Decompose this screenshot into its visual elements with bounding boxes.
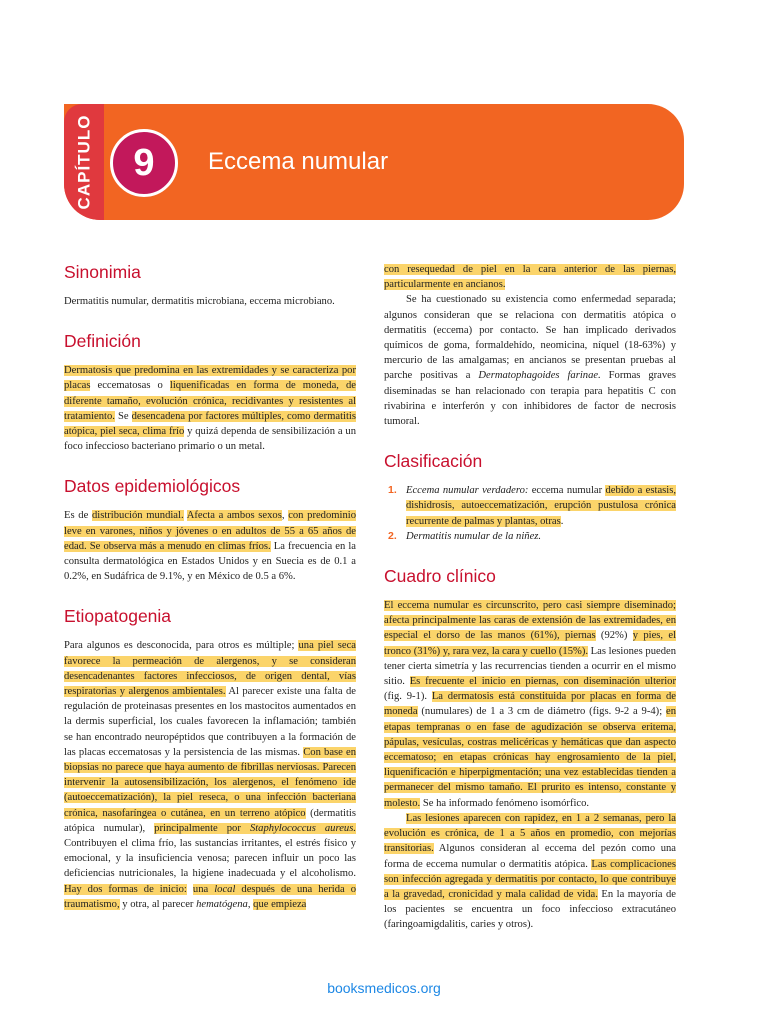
highlight: en etapas tempranas o en fase de agudización se observa eritema, pápulas, vesículas, costras melicéricas y hemáticas que dan aspecto eccematoso; en etapas crónicas hay engrosamiento de la piel, liquenificación e hiperpigmentación; una vez establecidas tienden a permanecer del mismo tamaño. El prurito es intenso, constante y molesto.: [384, 706, 676, 809]
definicion-text: Dermatosis que predomina en las extremidades y se caracteriza por placas eccematosas o liquenificadas en forma de moneda, de diferente tamaño, evolución crónica, recidivantes y resistentes al tratamiento. Se desencadena por factores múltiples, como dermatitis atópica, piel seca, clima frío y quizá dependa de sensibilización a un foco infeccioso bacteriano primario o un metal.: [64, 365, 357, 453]
footer-link[interactable]: booksmedicos.org: [327, 980, 441, 996]
etiopatogenia-text: Para algunos es desconocida, para otros es múltiple; una piel seca favorece la permeación de alergenos, y se consideran desencadenantes factores infecciosos, de origen dental, vías respiratorias y alergenos ambientales. Al parecer existe una falta de regulación de proteinasas presentes en los mastocitos aumentados en la dermis superficial, los cuales favorecen la inflamación; también se han encontrado neuropéptidos que contribuyen a la formación de las placas eccematosas y la persistencia de las mismas. Con base en biopsias no parece que haya aumento de fibrillas nerviosas. Parecen intervenir la autosensibilización, los alergenos, el fenómeno ide (autoeccematización), la piel reseca, o una infección bacteriana crónica, nasofaríngea o cutánea, en un terreno atópico (dermatitis atópica numular), principalmente por Staphylococcus aureus. Contribuyen el clima frío, las sustancias irritantes, el estrés físico y emocional, y la insuficiencia venosa; parecen influir un poco las deficiencias nutricionales, la higiene inadecuada y el alcoholismo. Hay dos formas de inicio: una local después de una herida o traumatismo, y otra, al parecer hematógena, que empieza: [64, 640, 357, 910]
clasificacion-list: [384, 483, 676, 544]
highlight: una piel seca favorece la permeación de alergenos, y se consideran desencadenantes factores infecciosos, de origen dental, vías respiratorias y alergenos ambientales.: [64, 640, 356, 698]
epidemiologia-text: Es de distribución mundial. Afecta a ambos sexos, con predominio leve en varones, niños y jóvenes o en adultos de 55 a 65 años de edad. Se observa más a menudo en climas fríos. La frecuencia en la consulta dermatológica en Estados Unidos y en Suecia es de 0.1 a 0.2%, en Sudáfrica de 9.1%, y en México de 0.5 a 6%.: [64, 510, 356, 583]
highlight: Staphylococcus aureus.: [249, 822, 356, 834]
highlight: Las lesiones aparecen con rapidez, en 1 a 2 semanas, pero la evolución es crónica, de 1 a 5 años en promedio, con mejorías transitorias.: [384, 812, 676, 855]
chapter-label: CAPÍTULO: [74, 114, 94, 210]
section-epidemiologia: [64, 476, 356, 584]
highlight: liquenificadas en forma de moneda, de diferente tamaño, evolución crónica, recidivantes y resistentes al tratamiento.: [64, 380, 357, 422]
highlight: Con base en biopsias no parece que haya aumento de fibrillas nerviosas. Parecen intervenir la autosensibilización, los alergenos, el fenómeno ide (autoeccematización), la piel reseca, o una infección bacteriana crónica, nasofaríngea o cutánea, en un terreno atópico: [64, 746, 356, 819]
cuadro-text-1: El eccema numular es circunscrito, pero casi siempre diseminado; afecta principalmente las caras de extensión de las extremidades, en especial el dorso de las manos (61%), piernas (92%) y pies, el tronco (31%) y, rara vez, la cara y cuello (15%). Las lesiones pueden tener cierta simetría y las recurrencias tienden a ocurrir en el mismo sitio. Es frecuente el inicio en piernas, con diseminación ulterior (fig. 9-1). La dermatosis está constituida por placas en forma de moneda (numulares) de 1 a 3 cm de diámetro (figs. 9-2 a 9-4); en etapas tempranas o en fase de agudización se observa eritema, pápulas, vesículas, costras melicéricas y hemáticas que dan aspecto eccematoso; en etapas crónicas hay engrosamiento de la piel, liquenificación e hiperpigmentación; una vez establecidas tienden a permanecer del mismo tamaño. El prurito es intenso, constante y molesto. Se ha informado fenómeno isomórfico.: [384, 600, 677, 809]
section-etiopatogenia: [64, 606, 356, 912]
cuadro-text-2: Las lesiones aparecen con rapidez, en 1 a 2 semanas, pero la evolución es crónica, de 1 a 5 años en promedio, con mejorías transitorias. Algunos consideran al eccema del pezón como una forma de eccema numular o dermatitis atópica. Las complicaciones son infección agregada y dermatitis por contacto, lo que contribuye a la gravedad, cronicidad y mala calidad de vida. En la mayoría de los pacientes se encuentra un foco infeccioso extracutáneo (faringoamigdalitis, caries y otros).: [384, 812, 676, 931]
section-cuadro: [384, 566, 676, 932]
highlight: debido a estasis, dishidrosis, autoeccematización, erupción pustulosa crónica recurrente de palmas y plantas, otras: [406, 485, 676, 527]
highlight: local: [214, 883, 236, 895]
heading-sinonimia: Sinonimia: [64, 262, 141, 282]
highlight: La dermatosis está constituida por placas en forma de moneda: [384, 691, 676, 718]
highlight: una: [192, 883, 215, 895]
highlight: principalmente por: [154, 822, 250, 834]
section-continuacion: [384, 262, 676, 429]
heading-epidemiologia: Datos epidemiológicos: [64, 476, 241, 497]
section-definicion: [64, 331, 356, 454]
right-column: [384, 262, 676, 955]
chapter-title: Eccema numular: [208, 148, 389, 175]
continuacion-text-2: Se ha cuestionado su existencia como enfermedad separada; algunos consideran que se relaciona con dermatitis atópica o dermatitis (eccema) por contacto. Se han implicado derivados químicos de goma, formaldehído, neomicina, níquel (18-63%) y mercurio de las amalgamas; en ancianos se presentan pruebas al parche positivas a Dermatophagoides farinae. Formas graves diseminadas se han relacionado con terapia para hepatitis C con rivabirina e interferón y con inhibidores de factor de necrosis tumoral.: [384, 294, 676, 428]
heading-etiopatogenia: Etiopatogenia: [64, 606, 172, 627]
highlight: después de una herida o traumatismo,: [64, 883, 357, 910]
highlight: Las complicaciones son infección agregada y dermatitis por contacto, lo que contribuye a la gravedad, cronicidad y mala calidad de vida.: [384, 858, 676, 900]
highlight: Hay dos formas de inicio:: [64, 883, 187, 895]
list-item: 2. Dermatitis numular de la niñez.: [388, 529, 542, 542]
highlight: con resequedad de piel en la cara anterior de las piernas, particularmente en ancianos.: [384, 264, 676, 291]
sinonimia-text: Dermatitis numular, dermatitis microbiana, eccema microbiano.: [64, 296, 335, 307]
highlight: El eccema numular es circunscrito, pero casi siempre diseminado; afecta principalmente las caras de extensión de las extremidades, en especial el dorso de las manos (61%), piernas: [384, 600, 676, 642]
highlight: desencadena por factores múltiples, como dermatitis atópica, piel seca, clima frío: [64, 410, 356, 438]
highlight: distribución mundial.: [91, 510, 184, 522]
highlight: Afecta a ambos sexos: [186, 510, 282, 522]
list-item: 1. Eccema numular verdadero: eccema numular debido a estasis, dishidrosis, autoeccematización, erupción pustulosa crónica recurrente de palmas y plantas, otras.: [388, 484, 676, 527]
continuacion-text-1: [384, 262, 676, 292]
highlight: y pies, el tronco (31%) y, rara vez, la cara y cuello (15%).: [384, 630, 677, 657]
highlight: con predominio leve en varones, niños y jóvenes o en adultos de 55 a 65 años de edad. Se observa más a menudo en climas fríos.: [64, 510, 356, 552]
chapter-number: 9: [110, 129, 178, 197]
heading-definicion: Definición: [64, 331, 141, 352]
highlight: Es frecuente el inicio en piernas, con diseminación ulterior: [409, 676, 677, 688]
section-clasificacion: [384, 451, 676, 544]
highlight: Dermatosis que predomina en las extremidades y se caracteriza por placas: [64, 365, 356, 392]
section-sinonimia: [64, 262, 356, 309]
heading-cuadro: Cuadro clínico: [384, 566, 496, 587]
left-column: [64, 262, 356, 934]
highlight: que empieza: [253, 898, 307, 910]
heading-clasificacion: Clasificación: [384, 451, 483, 472]
